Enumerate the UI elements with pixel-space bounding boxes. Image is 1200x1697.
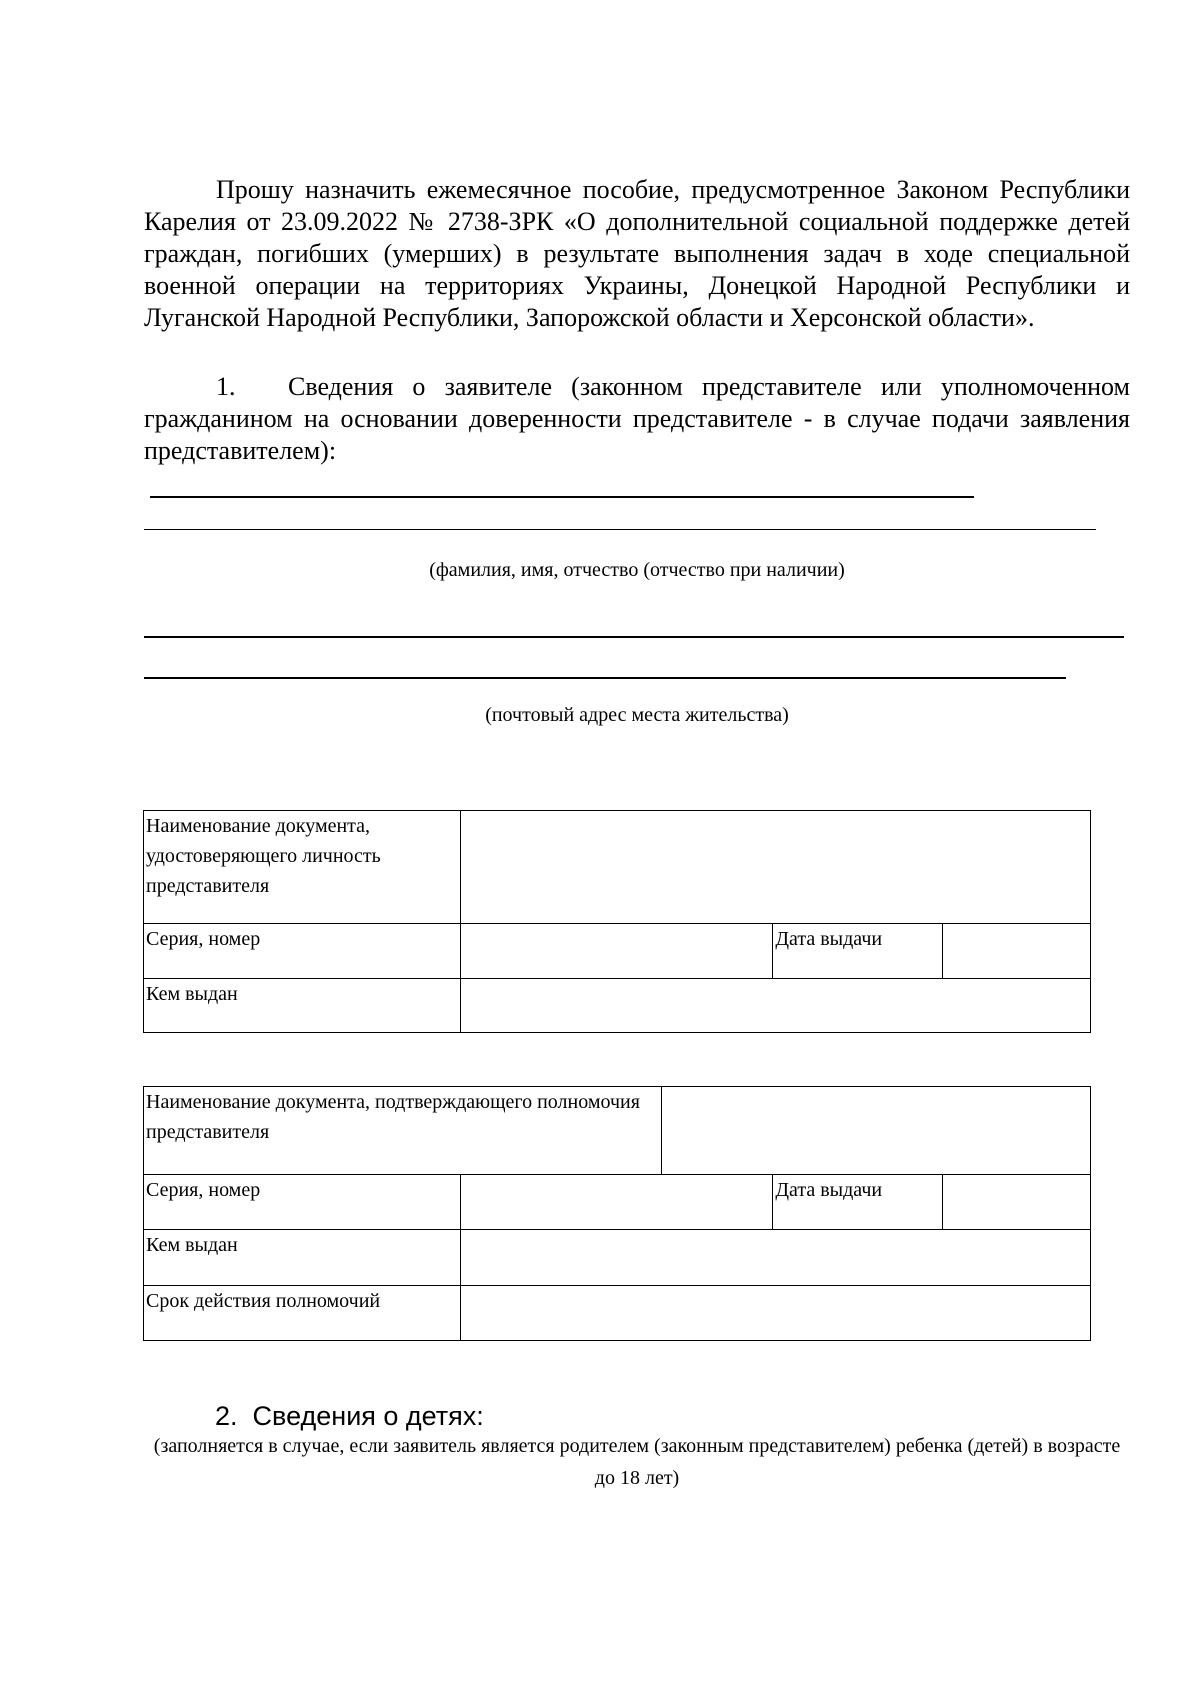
fio-caption: (фамилия, имя, отчество (отчество при наличии) [429, 559, 845, 581]
auth-series-number-label: Серия, номер [144, 1175, 461, 1230]
doc-name-label: Наименование документа, удостоверяющего личность представителя [144, 811, 461, 924]
section2-number: 2. [215, 1401, 238, 1431]
fio-line-1[interactable] [150, 496, 974, 498]
section2-title: Сведения о детях: [252, 1401, 484, 1431]
auth-issued-by-field[interactable] [460, 1230, 1090, 1286]
fio-line-2[interactable] [144, 529, 1096, 530]
section2-heading [215, 1401, 484, 1432]
auth-series-number-field[interactable] [460, 1175, 773, 1230]
issued-by-field[interactable] [460, 979, 1090, 1033]
section1-number: 1. [216, 372, 236, 401]
address-caption: (почтовый адрес места жительства) [485, 704, 789, 726]
issue-date-field[interactable] [943, 924, 1091, 979]
authority-document-table [143, 1086, 1091, 1341]
address-line-1[interactable] [144, 636, 1124, 638]
auth-issued-by-label: Кем выдан [144, 1230, 461, 1286]
issue-date-label: Дата выдачи [773, 924, 943, 979]
identity-document-table [143, 810, 1091, 1033]
auth-issue-date-field[interactable] [943, 1175, 1091, 1230]
section1-paragraph [144, 371, 1130, 467]
issued-by-label: Кем выдан [144, 979, 461, 1033]
doc-name-field[interactable] [460, 811, 1090, 924]
section1-text: Сведения о заявителе (законном представителе или уполномоченном гражданином на основании доверенности представителе - в случае подачи заявления представителем): [144, 372, 1130, 465]
auth-doc-name-field[interactable] [662, 1087, 1091, 1175]
series-number-label: Серия, номер [144, 924, 461, 979]
address-line-2[interactable] [144, 677, 1066, 679]
intro-paragraph: Прошу назначить ежемесячное пособие, предусмотренное Законом Республики Карелия от 23.09.2022 № 2738-ЗРК «О дополнительной социальной поддержке детей граждан, погибших (умерших) в результате выполнения задач в ходе специальной военной операции на территориях Украины, Донецкой Народной Республики и Луганской Народной Республики, Запорожской области и Херсонской области». [144, 175, 1130, 332]
auth-doc-name-label: Наименование документа, подтверждающего полномочия представителя [144, 1087, 662, 1175]
authority-term-label: Срок действия полномочий [144, 1286, 461, 1341]
auth-issue-date-label: Дата выдачи [773, 1175, 943, 1230]
authority-term-field[interactable] [460, 1286, 1090, 1341]
series-number-field[interactable] [460, 924, 773, 979]
section2-note: (заполняется в случае, если заявитель является родителем (законным представителем) ребенка (детей) в возрасте до 18 лет) [153, 1435, 1121, 1489]
